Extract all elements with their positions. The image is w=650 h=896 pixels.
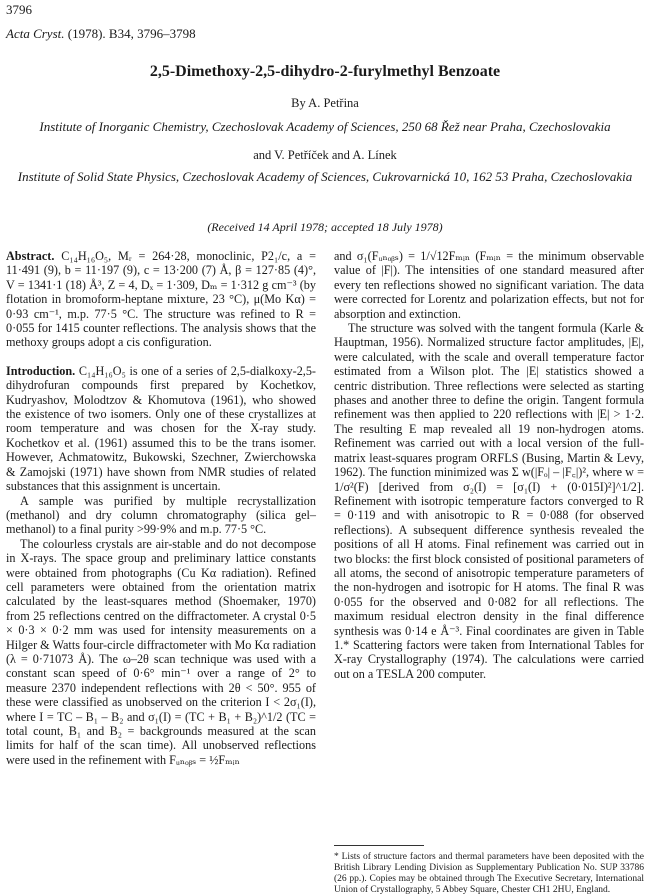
journal-citation: (1978). B34, 3796–3798: [64, 26, 196, 41]
affiliation-1: Institute of Inorganic Chemistry, Czechoslovak Academy of Sciences, 250 68 Řež near Praha, Czechoslovakia: [39, 119, 611, 134]
footnote: * Lists of structure factors and thermal parameters have been deposited with the British Library Lending Division as Supplementary Publication No. SUP 33786 (26 pp.). Copies may be obtained through The Executive Secretary, International Union of Crystallography, 5 Abbey Square, Chester CH1 2HU, England.: [334, 852, 644, 895]
author-line-1: By A. Petřina: [291, 96, 359, 110]
introduction-text: C₁₄H₁₆O₅ is one of a series of 2,5-dialkoxy-2,5-dihydrofuran compounds first prepared by Kochetkov, Kudryashov, Molodtzov & Khomutova (1961), who showed the existence of two isomers. Only one of these crystallizes at room temperature and was chosen for the X-ray study. Kochetkov et al. (1961) assumed this to be the trans isomer. However, Achmatowitz, Bukowski, Szechner, Zwierchowska & Zamojski (1971) have shown from NMR studies of related substances that this assignment is uncertain.: [6, 363, 316, 494]
continuation-paragraph: and σ₁(Fᵤₙₒᵦₛ) = 1/√12Fₘᵢₙ (Fₘᵢₙ = the minimum observable value of |F|). The intensities of one standard measured after every ten reflections showed no significant variation. The data were corrected for Lorentz and polarization effects, but not for absorption and extinction.: [334, 249, 644, 321]
journal-name: Acta Cryst.: [6, 26, 65, 41]
page-number: 3796: [6, 2, 32, 17]
left-column: [6, 249, 316, 767]
author-line-2: and V. Petříček and A. Línek: [253, 148, 397, 162]
crystals-paragraph: The colourless crystals are air-stable and do not decompose in X-rays. The space group and preliminary lattice constants were obtained from photographs (Cu Kα radiation). Refined cell parameters were obtained from the orientation matrix calculated by the least-squares method (Shoemaker, 1970) from 25 reflections centred on the diffractometer. A crystal 0·5 × 0·3 × 0·2 mm was used for intensity measurements on a Hilger & Watts four-circle diffractometer with Mo Kα radiation (λ = 0·71073 Å). The ω–2θ scan technique was used with a constant scan speed of 0·6° min⁻¹ over a range of 2° to measure 2370 independent reflections with 2θ < 50°. 955 of these were classified as unobserved on the criterion I < 2σ₁(I), where I = TC – B₁ – B₂ and σ₁(I) = (TC + B₁ + B₂)^1/2 (TC = total count, B₁ and B₂ = backgrounds measured at the scan limits for half of the scan time). All unobserved reflections were used in the refinement with Fᵤₙₒᵦₛ = ½Fₘᵢₙ: [6, 536, 316, 767]
right-column: [334, 249, 644, 681]
abstract-text: C₁₄H₁₆O₅, Mᵣ = 264·28, monoclinic, P2₁/c, a = 11·491 (9), b = 11·197 (9), c = 13·200 (7) Å, β = 127·85 (4)°, V = 1341·1 (18) Å³, Z = 4, Dₓ = 1·309, Dₘ = 1·312 g cm⁻³ (by flotation in bromoform-heptane mixture, 23 °C), μ(Mo Kα) = 0·93 cm⁻¹, m.p. 77·5 °C. The structure was refined to R = 0·055 for 1415 counter reflections. The analysis shows that the methoxy groups adopt a cis configuration.: [6, 249, 316, 350]
sample-paragraph: A sample was purified by multiple recrystallization (methanol) and dry column chromatography (silica gel–methanol) to a final purity >99·9% and m.p. 77·5 °C.: [6, 493, 316, 537]
abstract-heading: Abstract.: [6, 249, 55, 263]
received-dates: (Received 14 April 1978; accepted 18 July 1978): [207, 220, 443, 234]
structure-solution-paragraph: The structure was solved with the tangent formula (Karle & Hauptman, 1956). Normalized structure factor amplitudes, |E|, were calculated, with the scale and overall temperature factor estimated from a Wilson plot. The |E| statistics showed a centric distribution. Three reflections were selected as starting phases and another three to define the origin. Tangent formula refinement was then applied to 220 reflections with |E| > 1·2. The resulting E map revealed all 19 non-hydrogen atoms. Refinement was carried out with a local version of the full-matrix least-squares program ORFLS (Busing, Martin & Levy, 1962). The function minimized was Σ w(|Fₒ| – |F꜀|)², where w = 1/σ²(F) [derived from σ₂(I) = [σ₁(I) + (0·015I)²]^1/2]. Refinement with isotropic temperature factors converged to R = 0·119 and with anisotropic to R = 0·088 (for observed reflections). A subsequent difference synthesis revealed the positions of all H atoms. Final refinement was carried out in two blocks: the first block consisted of positional parameters of all atoms, the second of anisotropic temperature parameters of the non-hydrogen and isotropic for H atoms. The final R was 0·055 for the observed and 0·082 for all reflections. The maximum residual electron density in the final difference synthesis was 0·14 e Å⁻³. Final coordinates are given in Table 1.* Scattering factors were taken from International Tables for X-ray Crystallography (1974). The calculations were carried out on a TESLA 200 computer.: [334, 321, 644, 681]
abstract-paragraph: [6, 249, 316, 350]
journal-reference: [6, 26, 196, 42]
footnote-rule: [334, 845, 424, 846]
introduction-heading: Introduction.: [6, 363, 76, 378]
article-title: 2,5-Dimethoxy-2,5-dihydro-2-furylmethyl Benzoate: [149, 63, 501, 80]
affiliation-2: Institute of Solid State Physics, Czechoslovak Academy of Sciences, Cukrovarnická 10, 162 53 Praha, Czechoslovakia: [17, 169, 633, 184]
introduction-paragraph: [6, 364, 316, 494]
